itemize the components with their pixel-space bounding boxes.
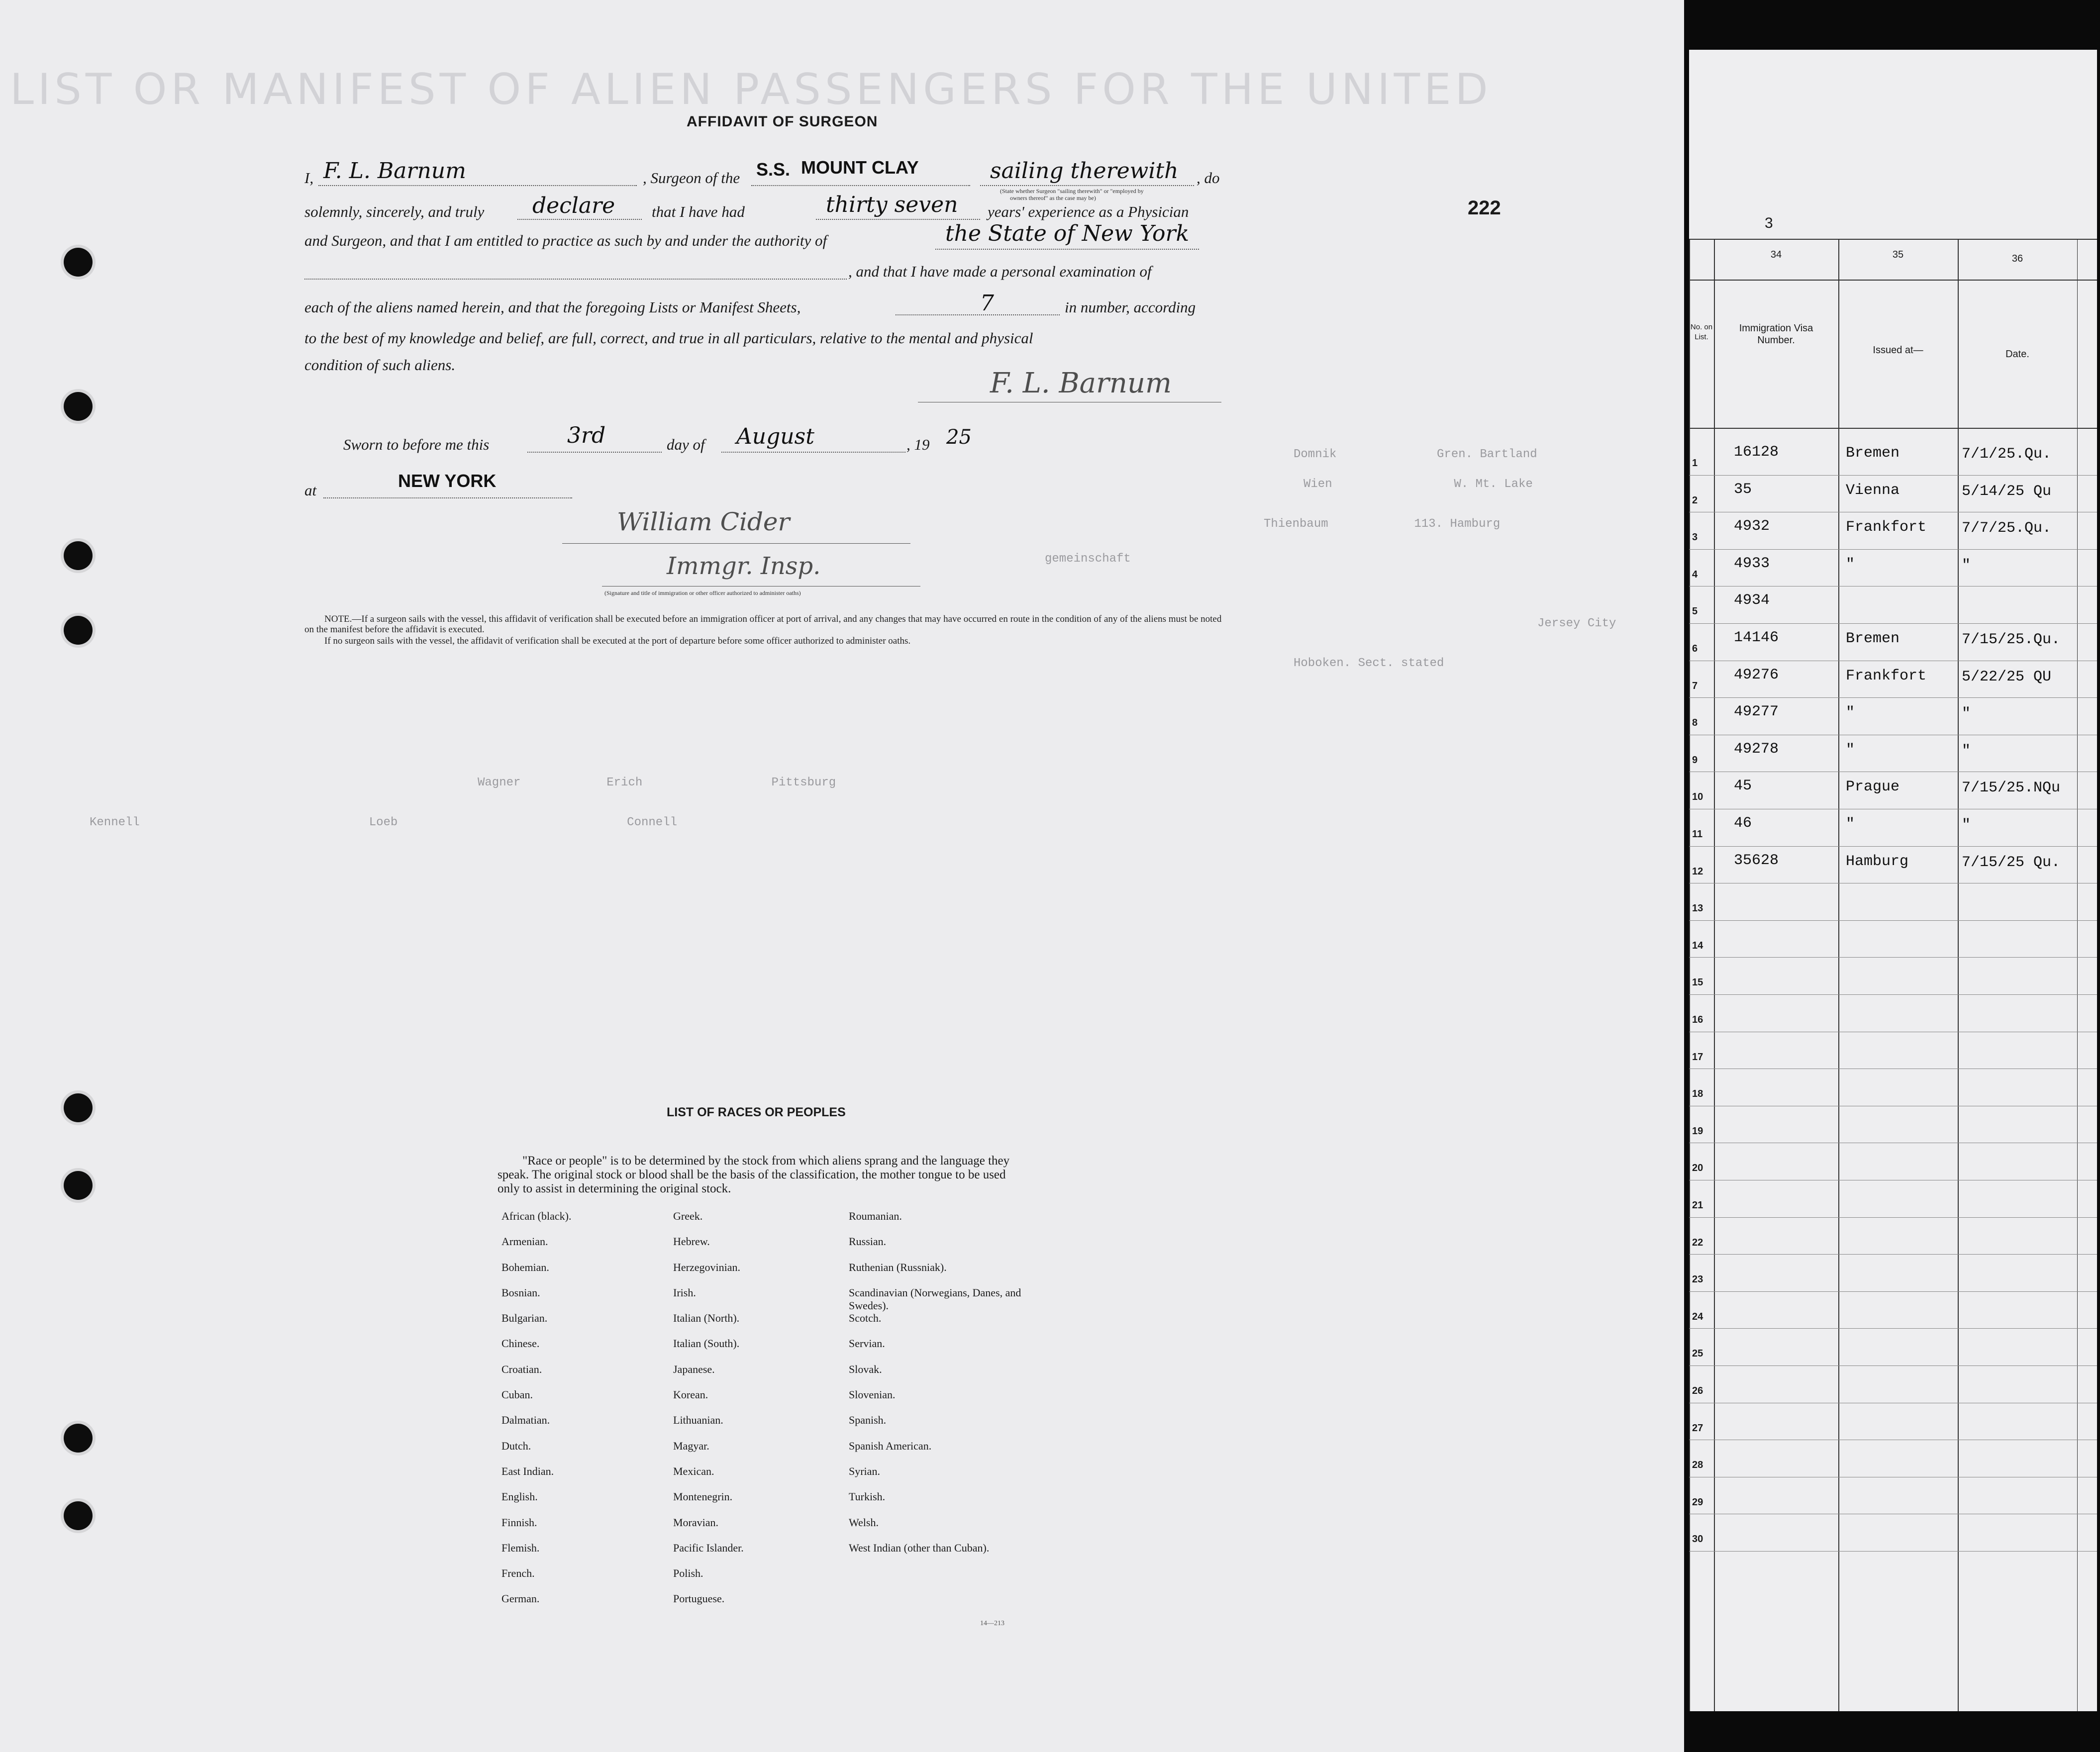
row-number: 20 (1692, 1163, 1703, 1174)
row-number: 16 (1692, 1014, 1703, 1025)
row-rule (1689, 1328, 2097, 1329)
bleed-through-text: Wagner Erich Pittsburg (478, 776, 836, 789)
sworn-year: 25 (946, 426, 972, 449)
affidavit-text: condition of such aliens. (304, 356, 456, 374)
row-number: 2 (1692, 494, 1698, 506)
affidavit-text: , 19 (906, 436, 930, 453)
affidavit-title: AFFIDAVIT OF SURGEON (687, 113, 878, 130)
sailing-note: (State whether Surgeon "sailing therewith" or "employed by (1000, 188, 1144, 195)
affidavit-text: Sworn to before me this (343, 436, 490, 453)
race-item: Bohemian. (501, 1261, 549, 1273)
race-item: Finnish. (501, 1516, 537, 1529)
punch-hole (64, 1424, 93, 1453)
fill-rule (751, 185, 970, 186)
fill-rule (896, 314, 1060, 315)
visa-number: 35628 (1734, 852, 1779, 869)
race-item: Mexican. (673, 1464, 714, 1477)
surgeon-name: F. L. Barnum (323, 158, 466, 184)
sworn-day: 3rd (567, 423, 606, 448)
years-experience: thirty seven (826, 192, 958, 217)
row-number: 5 (1692, 606, 1698, 617)
form-number: 14—213 (980, 1620, 1004, 1627)
column-number: 34 (1770, 249, 1782, 260)
row-rule (1689, 957, 2097, 958)
fill-rule (980, 185, 1194, 186)
practice-authority: the State of New York (945, 221, 1190, 246)
issued-at: " (1846, 704, 1855, 722)
sheet-number: 3 (1765, 215, 1773, 231)
bleed-through-text: Domnik Gren. Bartland (1294, 448, 1537, 461)
row-number: 29 (1692, 1496, 1703, 1508)
table-rule (1714, 239, 1715, 1711)
issued-at: Prague (1846, 779, 1900, 796)
race-item: Moravian. (673, 1516, 719, 1529)
fill-rule (935, 249, 1199, 250)
race-item: English. (501, 1490, 538, 1503)
affidavit-text: at (304, 482, 317, 499)
visa-number: 16128 (1734, 444, 1779, 461)
visa-date: " (1962, 817, 1971, 834)
race-item: Japanese. (673, 1363, 715, 1375)
issued-at: Bremen (1846, 445, 1900, 462)
row-number: 1 (1692, 458, 1698, 469)
row-number: 12 (1692, 866, 1703, 877)
race-item: West Indian (other than Cuban). (849, 1541, 990, 1554)
race-item: German. (501, 1592, 540, 1605)
fill-rule (816, 219, 980, 220)
issued-at: Bremen (1846, 630, 1900, 647)
race-item: Bulgarian. (501, 1312, 548, 1325)
visa-number: 4932 (1734, 518, 1770, 535)
race-item: Spanish American. (849, 1439, 932, 1452)
affidavit-text: , do (1197, 169, 1220, 187)
row-number: 28 (1692, 1460, 1703, 1471)
ship-prefix: S.S. (756, 159, 791, 180)
race-item: Cuban. (501, 1388, 533, 1401)
fill-rule (527, 452, 662, 453)
row-rule (1689, 1551, 2097, 1552)
visa-date: 7/15/25 Qu. (1962, 854, 2061, 871)
visa-number: 46 (1734, 815, 1752, 832)
race-item: Syrian. (849, 1464, 880, 1477)
race-item: Italian (South). (673, 1337, 740, 1350)
declare-word: declare (532, 193, 615, 218)
affidavit-text: I, (304, 169, 314, 187)
row-number: 18 (1692, 1088, 1703, 1100)
row-number: 6 (1692, 643, 1698, 654)
row-rule (1689, 1254, 2097, 1255)
row-rule (1689, 623, 2097, 624)
punch-hole (64, 248, 93, 277)
race-item: Roumanian. (849, 1210, 902, 1222)
visa-number: 45 (1734, 778, 1752, 795)
sailing-note: owners thereof" as the case may be) (1010, 195, 1096, 201)
visa-date: 7/15/25.Qu. (1962, 631, 2061, 648)
affidavit-text: solemnly, sincerely, and truly (304, 203, 485, 220)
row-number: 10 (1692, 791, 1703, 803)
issued-at: Vienna (1846, 482, 1900, 499)
sheets-count: 7 (980, 291, 994, 316)
race-item: Turkish. (849, 1490, 886, 1503)
visa-number: 4933 (1734, 555, 1770, 572)
table-rule (1689, 280, 2097, 281)
visa-number: 49277 (1734, 703, 1779, 721)
race-item: Korean. (673, 1388, 708, 1401)
row-rule (1689, 1365, 2097, 1366)
row-number: 11 (1692, 829, 1703, 840)
row-number: 7 (1692, 680, 1698, 691)
row-rule (1689, 549, 2097, 550)
table-rule (1689, 239, 2097, 240)
bleed-through-text: Jersey City (1537, 617, 1616, 630)
race-item: Scotch. (849, 1312, 882, 1325)
table-rule (1689, 428, 2097, 429)
affidavit-text: to the best of my knowledge and belief, are full, correct, and true in all particulars, relative to the mental and physical (304, 329, 1033, 347)
row-number: 13 (1692, 903, 1703, 914)
race-item: Armenian. (501, 1235, 548, 1248)
issued-at: Frankfort (1846, 667, 1927, 684)
sailing-status: sailing therewith (990, 158, 1179, 184)
bleed-through-text: Kennell Loeb Connell (90, 816, 677, 829)
race-item: Dutch. (501, 1439, 531, 1452)
row-number: 25 (1692, 1348, 1703, 1360)
bleed-through-text: Wien W. Mt. Lake (1303, 478, 1533, 491)
row-number: 15 (1692, 977, 1703, 988)
punch-hole (64, 1171, 93, 1200)
row-number: 24 (1692, 1311, 1703, 1322)
table-rule (1838, 239, 1839, 1711)
row-number: 8 (1692, 717, 1698, 729)
races-title: LIST OF RACES OR PEOPLES (667, 1105, 846, 1119)
visa-number: 49278 (1734, 740, 1779, 758)
fill-rule (304, 279, 847, 280)
races-column-2 (673, 1210, 744, 1618)
punch-hole (64, 1501, 93, 1530)
fill-rule (517, 219, 642, 220)
visa-date: 5/14/25 Qu (1962, 483, 2052, 500)
sworn-place: NEW YORK (398, 471, 497, 491)
race-item: Welsh. (849, 1516, 879, 1529)
note-no-surgeon: If no surgeon sails with the vessel, the affidavit of verification shall be executed at the port of departure before some officer authorized to administer oaths. (324, 636, 911, 646)
row-rule (1689, 1217, 2097, 1218)
race-item: Croatian. (501, 1363, 542, 1375)
ship-name: MOUNT CLAY (801, 157, 919, 178)
punch-hole (64, 392, 93, 421)
officer-title: Immgr. Insp. (667, 552, 821, 580)
column-header-visa: Immigration Visa Number. (1739, 323, 1813, 346)
race-item: Pacific Islander. (673, 1541, 744, 1554)
visa-date: 7/15/25.NQu (1962, 779, 2061, 797)
officer-caption: (Signature and title of immigration or other officer authorized to administer oaths) (604, 589, 801, 596)
visa-date: 5/22/25 QU (1962, 668, 2052, 685)
row-number: 27 (1692, 1422, 1703, 1434)
race-item: Hebrew. (673, 1235, 710, 1248)
visa-date: " (1962, 742, 1971, 760)
affidavit-text: years' experience as a Physician (988, 203, 1189, 220)
issued-at: Frankfort (1846, 519, 1927, 536)
visa-date: 7/1/25.Qu. (1962, 446, 2052, 463)
race-item: Slovenian. (849, 1388, 896, 1401)
race-item: Herzegovinian. (673, 1261, 740, 1273)
row-number: 22 (1692, 1237, 1703, 1248)
issued-at: " (1846, 816, 1855, 833)
race-item: Magyar. (673, 1439, 709, 1452)
punch-hole (64, 1093, 93, 1122)
race-item: French. (501, 1567, 535, 1580)
column-header-no: No. on List. (1690, 323, 1713, 341)
race-item: Irish. (673, 1286, 696, 1299)
race-item: Greek. (673, 1210, 703, 1222)
surgeon-signature: F. L. Barnum (990, 367, 1172, 399)
row-number: 23 (1692, 1274, 1703, 1285)
bleed-through-text: Thienbaum 113. Hamburg (1264, 517, 1500, 531)
bleed-through-heading: LIST OR MANIFEST OF ALIEN PASSENGERS FOR THE UNITED (10, 65, 1492, 114)
column-header-issued: Issued at— (1873, 345, 1923, 356)
table-rule (1958, 239, 1959, 1711)
race-item: East Indian. (501, 1464, 554, 1477)
row-number: 9 (1692, 754, 1698, 766)
row-rule (1689, 475, 2097, 476)
race-item: Flemish. (501, 1541, 540, 1554)
signature-rule (562, 543, 910, 544)
race-item: Ruthenian (Russniak). (849, 1261, 947, 1273)
note-surgeon: NOTE.—If a surgeon sails with the vessel, this affidavit of verification shall be executed before an immigration officer at port of arrival, and any changes that may have occurred en route in the condition of any of the aliens must be noted on the manifest before the affidavit is executed. (304, 614, 1222, 635)
race-item: Polish. (673, 1567, 703, 1580)
visa-date: " (1962, 557, 1971, 574)
race-item: Lithuanian. (673, 1414, 723, 1427)
visa-number: 49276 (1734, 666, 1779, 683)
fill-rule (721, 452, 905, 453)
punch-hole (64, 616, 93, 645)
race-item: Portuguese. (673, 1592, 725, 1605)
bleed-through-text: Hoboken. Sect. stated (1294, 657, 1444, 670)
punch-hole (64, 541, 93, 570)
row-number: 21 (1692, 1200, 1703, 1211)
affidavit-text: in number, according (1065, 298, 1196, 316)
race-item: Slovak. (849, 1363, 882, 1375)
column-header-date: Date. (2005, 349, 2029, 360)
column-number: 35 (1892, 249, 1904, 260)
row-rule (1689, 1291, 2097, 1292)
race-item: Russian. (849, 1235, 887, 1248)
fill-rule (323, 497, 572, 498)
affidavit-text: that I have had (652, 203, 745, 220)
row-number: 19 (1692, 1125, 1703, 1137)
race-item: Montenegrin. (673, 1490, 733, 1503)
row-number: 4 (1692, 569, 1698, 580)
affidavit-text: day of (667, 436, 705, 453)
affidavit-text: each of the aliens named herein, and that the foregoing Lists or Manifest Sheets, (304, 298, 801, 316)
visa-number: 14146 (1734, 629, 1779, 646)
row-number: 3 (1692, 532, 1698, 543)
table-rule (2077, 239, 2078, 1711)
race-item: Bosnian. (501, 1286, 540, 1299)
races-column-3 (849, 1210, 1028, 1567)
row-rule (1689, 920, 2097, 921)
issued-at: Hamburg (1846, 853, 1909, 870)
races-column-1 (501, 1210, 571, 1618)
affidavit-text: , and that I have made a personal examination of (848, 263, 1152, 280)
row-number: 14 (1692, 940, 1703, 951)
visa-date: " (1962, 705, 1971, 723)
table-rule (1689, 239, 1690, 1711)
row-rule (1689, 697, 2097, 698)
race-item: Servian. (849, 1337, 885, 1350)
row-rule (1689, 994, 2097, 995)
visa-number: 4934 (1734, 592, 1770, 609)
row-number: 30 (1692, 1534, 1703, 1545)
fill-rule (318, 185, 637, 186)
race-item: Dalmatian. (501, 1414, 550, 1427)
officer-signature: William Cider (617, 507, 790, 536)
race-item: Spanish. (849, 1414, 887, 1427)
visa-number: 35 (1734, 481, 1752, 498)
issued-at: " (1846, 741, 1855, 759)
affidavit-text: , Surgeon of the (643, 169, 740, 187)
manifest-page (1689, 50, 2097, 1711)
issued-at: " (1846, 556, 1855, 573)
row-number: 17 (1692, 1051, 1703, 1063)
affidavit-text: and Surgeon, and that I am entitled to practice as such by and under the authority of (304, 232, 827, 249)
race-item: Italian (North). (673, 1312, 740, 1325)
bleed-through-text: gemeinschaft (1045, 552, 1131, 566)
races-intro: "Race or people" is to be determined by the stock from which aliens sprang and the language they speak. The original stock or blood shall be the basis of the classification, the mother tongue to be used only to assist in determining the original stock. (498, 1154, 1010, 1195)
visa-date: 7/7/25.Qu. (1962, 520, 2052, 537)
race-item: African (black). (501, 1210, 572, 1222)
race-item: Chinese. (501, 1337, 540, 1350)
column-number: 36 (2011, 253, 2023, 264)
sworn-month: August (736, 424, 814, 449)
page-number: 222 (1468, 197, 1501, 219)
row-rule (1689, 846, 2097, 847)
race-item: Scandinavian (Norwegians, Danes, and Swedes). (849, 1286, 1021, 1312)
row-number: 26 (1692, 1385, 1703, 1396)
